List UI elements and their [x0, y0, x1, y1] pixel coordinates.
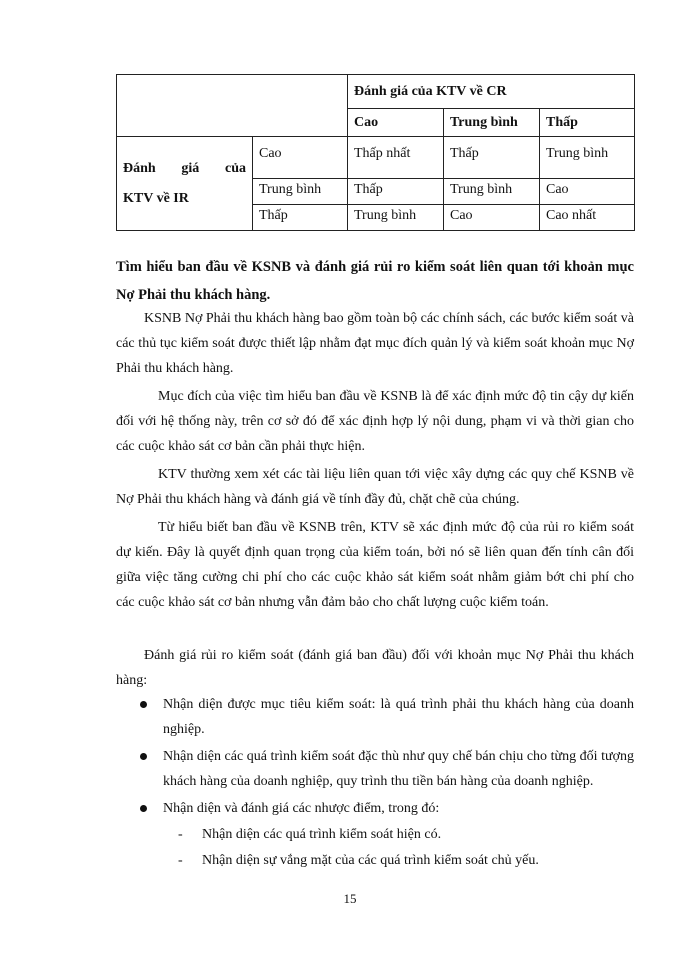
- sub-item: [178, 848, 634, 873]
- dash-icon: -: [178, 853, 183, 868]
- ir-label-cell: [117, 137, 253, 231]
- ir-label-word: Đánh: [123, 160, 156, 176]
- paragraph-control-risk: Từ hiểu biết ban đầu về KSNB trên, KTV sẽ xác định mức độ của rủi ro kiểm soát dự kiến. Đây là quyết định quan trọng của kiểm toán, bởi nó sẽ liên quan đến tính cân đối giữa việc tăng cường chi phí cho các cuộc khảo sát kiểm soát nhằm giảm bớt chi phí cho các cuộc khảo sát cơ bản nhưng vẫn đảm bảo cho chất lượng cuộc kiểm toán.: [116, 520, 634, 610]
- matrix-cell: Trung bình: [444, 179, 540, 205]
- bullet-text: Nhận diện được mục tiêu kiểm soát: là quá trình phải thu khách hàng của doanh nghiệp.: [163, 697, 634, 737]
- ir-level-cell: Thấp: [253, 205, 348, 231]
- bullet-icon: [140, 701, 147, 708]
- paragraph-ksnb-definition: KSNB Nợ Phải thu khách hàng bao gồm toàn bộ các chính sách, các bước kiểm soát và các thủ tục kiểm soát được thiết lập nhằm đạt mục đích quản lý và kiểm soát khoản mục Nợ Phải thu khách hàng.: [116, 311, 634, 376]
- bullet-item: [140, 744, 634, 794]
- cr-level-cell: Cao: [348, 109, 444, 137]
- dash-icon: -: [178, 827, 183, 842]
- ir-label-word: giá: [181, 160, 200, 176]
- sub-item: [178, 822, 634, 847]
- ir-label-line1: [123, 154, 246, 184]
- sub-item-text: Nhận diện các quá trình kiểm soát hiện có.: [202, 827, 442, 842]
- ir-label-word: của: [224, 160, 246, 176]
- empty-corner-cell: [117, 75, 348, 137]
- paragraph-purpose: Mục đích của việc tìm hiểu ban đầu về KSNB là để xác định mức độ tin cậy dự kiến đối với hệ thống này, trên cơ sở đó để xác định hợp lý nội dung, phạm vi và thời gian cho các cuộc khảo sát cơ bản cần phải thực hiện.: [116, 389, 634, 454]
- ir-level-cell: Cao: [253, 137, 348, 179]
- paragraph-ktv-review: KTV thường xem xét các tài liệu liên quan tới việc xây dựng các quy chế KSNB về Nợ Phải thu khách hàng và đánh giá về tính đầy đủ, chặt chẽ của chúng.: [116, 467, 634, 507]
- matrix-cell: Cao: [540, 179, 635, 205]
- matrix-cell: Thấp: [444, 137, 540, 179]
- sub-item-text: Nhận diện sự vắng mặt của các quá trình kiểm soát chủ yếu.: [202, 853, 539, 868]
- page-number: 15: [343, 891, 357, 906]
- table-row: [117, 137, 635, 179]
- matrix-cell: Trung bình: [540, 137, 635, 179]
- cr-level-cell: Trung bình: [444, 109, 540, 137]
- table-row: [117, 75, 635, 109]
- bullet-item: [140, 796, 634, 821]
- matrix-cell: Thấp nhất: [348, 137, 444, 179]
- matrix-cell: Cao nhất: [540, 205, 635, 231]
- bullet-icon: [140, 805, 147, 812]
- bullet-text: Nhận diện và đánh giá các nhược điểm, trong đó:: [163, 801, 440, 816]
- risk-matrix-table: [116, 74, 635, 231]
- ir-label-line2: KTV về IR: [123, 190, 189, 206]
- matrix-cell: Thấp: [348, 179, 444, 205]
- paragraph-assessment-intro: Đánh giá rủi ro kiểm soát (đánh giá ban đầu) đối với khoản mục Nợ Phải thu khách hàng:: [116, 648, 634, 688]
- cr-level-cell: Thấp: [540, 109, 635, 137]
- bullet-icon: [140, 753, 147, 760]
- cr-header-cell: Đánh giá của KTV về CR: [348, 75, 635, 109]
- bullet-item: [140, 692, 634, 742]
- matrix-cell: Trung bình: [348, 205, 444, 231]
- bullet-text: Nhận diện các quá trình kiểm soát đặc thù như quy chế bán chịu cho từng đối tượng khách hàng của doanh nghiệp, quy trình thu tiền bán hàng của doanh nghiệp.: [163, 749, 634, 789]
- section-heading: Tìm hiểu ban đầu về KSNB và đánh giá rủi ro kiểm soát liên quan tới khoản mục Nợ Phải thu khách hàng.: [116, 259, 634, 303]
- matrix-cell: Cao: [444, 205, 540, 231]
- ir-level-cell: Trung bình: [253, 179, 348, 205]
